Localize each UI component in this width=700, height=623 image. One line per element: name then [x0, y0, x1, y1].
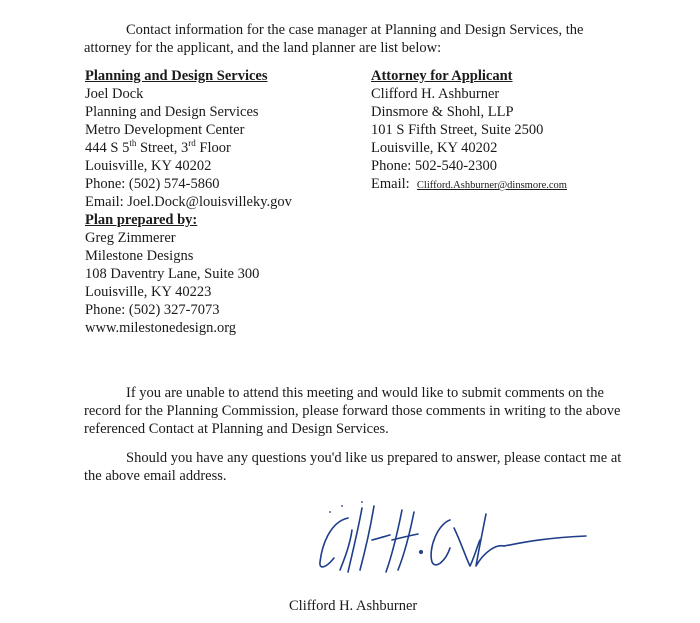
- planning-building: Metro Development Center: [85, 122, 245, 138]
- comments-paragraph: If you are unable to attend this meeting and would like to submit comments on the record for the Planning Commission, please forward those comments in writing to the above referenced Contact at Planning and Design Services.: [84, 385, 621, 437]
- signature-ink: [320, 506, 586, 572]
- attorney-name: Clifford H. Ashburner: [371, 86, 500, 102]
- signature-name: Clifford H. Ashburner: [289, 598, 418, 614]
- attorney-phone: Phone: 502-540-2300: [371, 158, 498, 174]
- planning-email[interactable]: Email: Joel.Dock@louisvilleky.gov: [85, 194, 292, 210]
- planner-heading: Plan prepared by:: [85, 212, 198, 228]
- signature-image: [300, 500, 590, 590]
- attorney-email-label: Email:: [371, 176, 410, 192]
- attorney-city: Louisville, KY 40202: [371, 140, 498, 156]
- planning-heading: Planning and Design Services: [85, 68, 268, 84]
- planning-city: Louisville, KY 40202: [85, 158, 212, 174]
- planning-street: 444 S 5th Street, 3rd Floor: [85, 138, 231, 156]
- attorney-heading: Attorney for Applicant: [371, 68, 513, 84]
- planner-name: Greg Zimmerer: [85, 230, 176, 246]
- questions-paragraph: Should you have any questions you'd like us prepared to answer, please contact me at the above email address.: [84, 450, 622, 484]
- attorney-contact-block: [371, 67, 567, 195]
- planner-contact-block: [85, 211, 259, 337]
- attorney-email-line: [371, 175, 567, 195]
- planner-street: 108 Daventry Lane, Suite 300: [85, 266, 260, 282]
- planning-org: Planning and Design Services: [85, 104, 259, 120]
- attorney-org: Dinsmore & Shohl, LLP: [371, 104, 514, 120]
- planner-website[interactable]: www.milestonedesign.org: [85, 320, 237, 336]
- planner-org: Milestone Designs: [85, 248, 194, 264]
- planner-phone: Phone: (502) 327-7073: [85, 302, 220, 318]
- attorney-email-link[interactable]: Clifford.Ashburner@dinsmore.com: [416, 180, 567, 191]
- planning-contact-block: [85, 67, 292, 211]
- planning-phone: Phone: (502) 574-5860: [85, 176, 220, 192]
- attorney-street: 101 S Fifth Street, Suite 2500: [371, 122, 544, 138]
- signature-marks: [329, 501, 363, 513]
- planning-name: Joel Dock: [85, 86, 144, 102]
- intro-paragraph: Contact information for the case manager at Planning and Design Services, the attorney for the applicant, and the land planner are list below:: [84, 22, 584, 56]
- planner-city: Louisville, KY 40223: [85, 284, 212, 300]
